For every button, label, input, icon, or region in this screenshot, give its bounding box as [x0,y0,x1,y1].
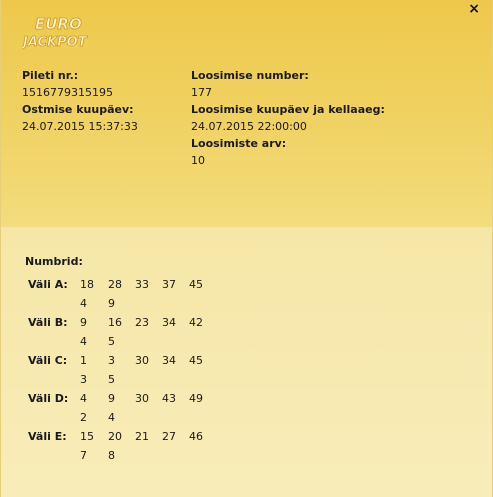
numbers-title: Numbrid: [25,255,83,268]
main-number: 45 [189,354,203,367]
field-label: Väli D: [28,392,69,405]
main-number: 42 [189,316,203,329]
main-number: 16 [108,316,122,329]
extra-number: 2 [80,411,87,424]
number-field-row [25,430,203,468]
draw-number-value: 177 [191,86,212,99]
ticket-info-right [191,67,385,169]
draw-datetime-value: 24.07.2015 22:00:00 [191,120,307,133]
main-number: 30 [135,392,149,405]
draw-datetime-label: Loosimise kuupäev ja kellaaeg: [191,103,385,116]
main-number: 21 [135,430,149,443]
extra-number: 5 [108,335,115,348]
field-label: Väli A: [28,278,68,291]
main-number: 3 [108,354,115,367]
main-number: 27 [162,430,176,443]
number-field-row [25,354,203,392]
main-number: 33 [135,278,149,291]
ticket-number-value: 1516779315195 [22,86,113,99]
main-number: 15 [80,430,94,443]
main-number: 9 [80,316,87,329]
main-number: 49 [189,392,203,405]
logo-line-2: JACKPOT [23,35,87,50]
field-label: Väli B: [28,316,68,329]
logo-line-1: EURO [35,15,82,33]
draw-number-label: Loosimise number: [191,69,309,82]
field-label: Väli C: [28,354,68,367]
extra-number: 4 [108,411,115,424]
main-number: 18 [80,278,94,291]
main-number: 20 [108,430,122,443]
field-label: Väli E: [28,430,67,443]
main-number: 45 [189,278,203,291]
ticket-info-left [22,67,138,135]
main-number: 28 [108,278,122,291]
draw-count-label: Loosimiste arv: [191,137,287,150]
extra-number: 4 [80,297,87,310]
extra-number: 4 [80,335,87,348]
main-number: 30 [135,354,149,367]
draw-count-value: 10 [191,154,205,167]
purchase-date-value: 24.07.2015 15:37:33 [22,120,138,133]
purchase-date-label: Ostmise kuupäev: [22,103,134,116]
extra-number: 7 [80,449,87,462]
main-number: 34 [162,316,176,329]
eurojackpot-logo [22,13,88,51]
main-number: 46 [189,430,203,443]
extra-number: 8 [108,449,115,462]
main-number: 23 [135,316,149,329]
close-icon[interactable]: × [468,1,480,17]
ticket-number-label: Pileti nr.: [22,69,79,82]
section-divider [1,226,492,227]
main-number: 1 [80,354,87,367]
main-number: 37 [162,278,176,291]
main-number: 43 [162,392,176,405]
number-field-row [25,392,203,430]
main-number: 34 [162,354,176,367]
number-field-row [25,278,203,316]
extra-number: 9 [108,297,115,310]
number-field-row [25,316,203,354]
number-fields-list [25,278,203,468]
main-number: 9 [108,392,115,405]
numbers-section [25,254,203,468]
main-number: 4 [80,392,87,405]
extra-number: 5 [108,373,115,386]
extra-number: 3 [80,373,87,386]
